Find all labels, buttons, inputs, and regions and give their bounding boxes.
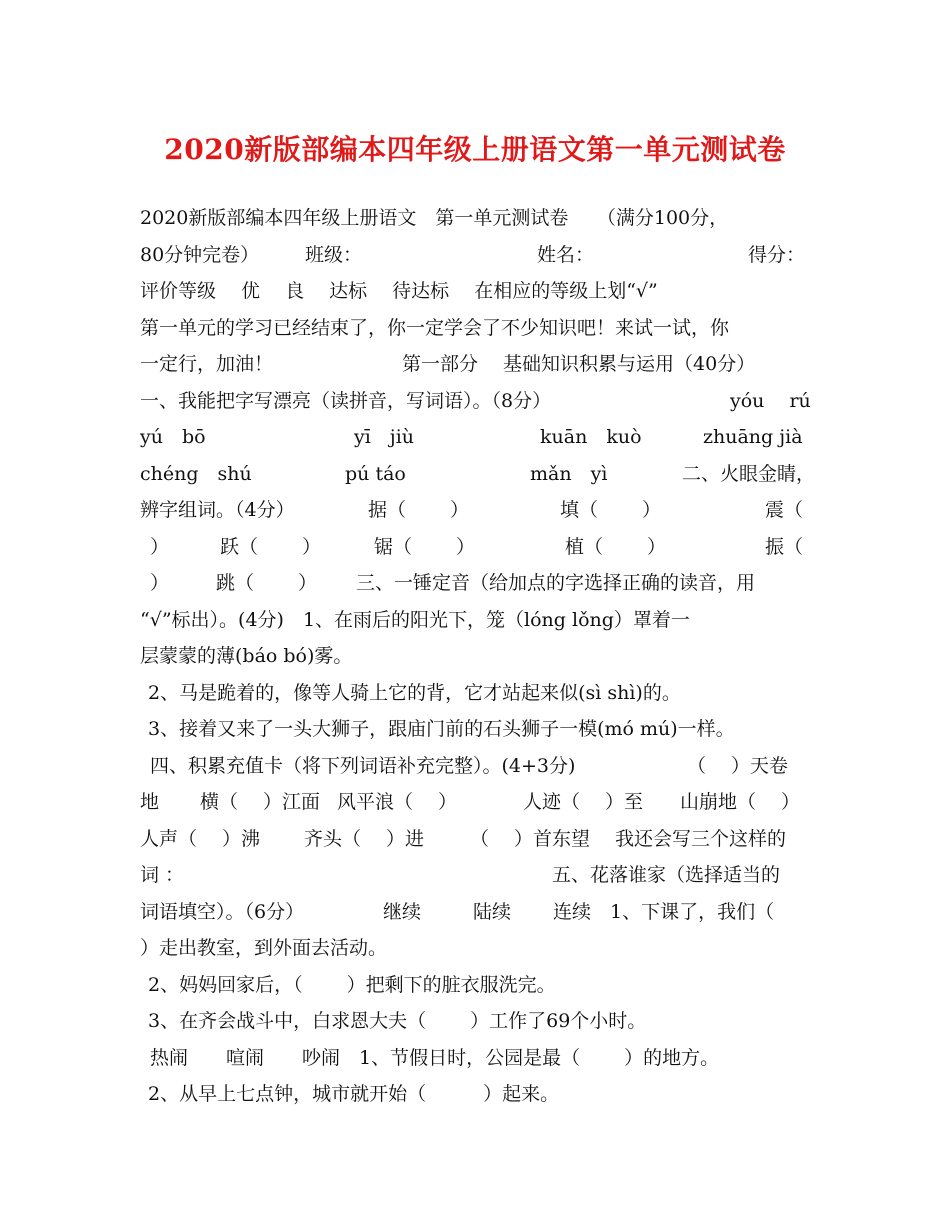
text-segment: 山崩地（ ）	[680, 791, 801, 813]
text-segment: 2、从早上七点钟，城市就开始（ ）起来。	[148, 1083, 560, 1105]
text-line	[140, 857, 812, 894]
text-segment: 跳（ ）	[216, 572, 318, 594]
text-line	[140, 237, 812, 274]
text-line	[140, 1040, 812, 1077]
text-segment: （ ）首东望	[470, 827, 591, 850]
text-segment: 2、妈妈回家后，（ ）把剩下的脏衣服洗完。	[148, 973, 556, 996]
text-line	[140, 273, 812, 310]
text-segment: 震（	[765, 499, 804, 521]
text-line	[140, 894, 812, 931]
text-segment: 词语填空）。（6分）	[140, 900, 305, 923]
text-segment: 横（ ）江面	[200, 791, 321, 813]
text-line	[140, 200, 812, 237]
text-line	[140, 310, 812, 347]
text-segment: 3、接着又来了一头大狮子，跟庙门前的石头狮子一模(mó mú)一样。	[148, 718, 735, 740]
text-segment: 填（ ）	[560, 499, 662, 521]
text-segment: 词 ：	[140, 864, 185, 886]
text-segment: 齐头（ ）进	[304, 827, 425, 850]
text-line	[140, 1003, 812, 1040]
text-segment: 我还会写三个这样的	[615, 827, 787, 850]
document-body	[140, 200, 816, 1113]
text-segment: 继续	[383, 900, 422, 923]
text-line	[140, 638, 812, 675]
text-segment: 陆续	[473, 900, 512, 923]
text-segment: 地	[140, 791, 160, 813]
text-line	[140, 492, 812, 529]
text-line	[140, 748, 812, 785]
text-segment: 热闹 喧闹 吵闹 1、节假日时，公园是最（ ）的地方。	[150, 1046, 720, 1069]
text-segment: 一定行，加油！	[140, 353, 274, 375]
text-segment: 姓名：	[537, 243, 595, 266]
text-segment: 第一部分 基础知识积累与运用（40分）	[402, 353, 756, 375]
text-segment: 振（	[765, 535, 804, 558]
text-line	[140, 1076, 812, 1113]
text-line	[140, 602, 812, 639]
text-segment: mǎn yì	[530, 462, 608, 485]
text-segment: 五、花落谁家（选择适当的	[552, 864, 781, 886]
text-line	[140, 529, 812, 566]
text-segment: 据（ ）	[368, 499, 470, 521]
text-segment: 一、我能把字写漂亮（读拼音，写词语）。（8分）	[140, 389, 552, 412]
text-segment: （ ）天卷	[687, 754, 789, 777]
text-segment: yú bō	[140, 426, 206, 448]
text-segment: 跃（ ）	[220, 535, 322, 558]
text-segment: ）走出教室，到外面去活动。	[140, 937, 388, 959]
text-segment: ）	[150, 572, 170, 594]
text-line	[140, 383, 812, 420]
text-segment: 得分：	[748, 243, 806, 266]
text-segment: 四、积累充值卡（将下列词语补充完整）。(4+3分)	[150, 754, 576, 777]
text-line	[140, 821, 812, 858]
text-segment: zhuāng jià	[703, 426, 803, 448]
text-segment: kuān kuò	[540, 426, 642, 448]
text-segment: 人声（ ）沸	[140, 827, 261, 850]
text-segment: 班级：	[305, 243, 363, 266]
text-segment: pú táo	[345, 462, 406, 485]
text-line	[140, 967, 812, 1004]
text-segment: 3、在齐会战斗中，白求恩大夫（ ）工作了69个小时。	[148, 1010, 647, 1032]
text-segment: 2、马是跪着的，像等人骑上它的背，它才站起来似(sì shì)的。	[148, 681, 681, 704]
text-segment: 植（ ）	[565, 535, 667, 558]
text-segment: 三、一锤定音（给加点的字选择正确的读音，用	[356, 572, 756, 594]
text-line	[140, 784, 812, 821]
text-line	[140, 711, 812, 748]
text-segment: 连续 1、下课了，我们（	[553, 900, 775, 923]
text-segment: 二、火眼金睛，	[682, 462, 816, 485]
text-segment: 人迹（ ）至	[523, 791, 644, 813]
text-segment: 层蒙蒙的薄(báo bó)雾。	[140, 645, 353, 667]
text-segment: 评价等级 优 良 达标 待达标 在相应的等级上划“√”	[140, 280, 658, 302]
text-segment: 锯（ ）	[374, 535, 476, 558]
text-segment: ）	[150, 535, 170, 558]
text-segment: 第一单元的学习已经结束了，你一定学会了不少知识吧！来试一试，你	[140, 316, 730, 339]
text-segment: 辨字组词。（4分）	[140, 499, 295, 521]
text-segment: 80分钟完卷）	[140, 243, 260, 266]
text-segment: “√”标出）。(4分) 1、在雨后的阳光下，笼（lóng lǒng）罩着一	[140, 608, 690, 631]
document-title: 2020新版部编本四年级上册语文第一单元测试卷	[164, 133, 786, 166]
text-segment: yóu rú	[730, 389, 811, 412]
text-line	[140, 346, 812, 383]
text-line	[140, 675, 812, 712]
text-segment: chéng shú	[140, 462, 252, 485]
text-line	[140, 419, 812, 456]
text-segment: yī jiù	[354, 426, 415, 448]
text-line	[140, 565, 812, 602]
text-segment: 风平浪（ ）	[337, 791, 458, 813]
text-line	[140, 930, 812, 967]
text-segment: 2020新版部编本四年级上册语文 第一单元测试卷 （满分100分，	[140, 207, 729, 229]
text-line	[140, 456, 816, 493]
